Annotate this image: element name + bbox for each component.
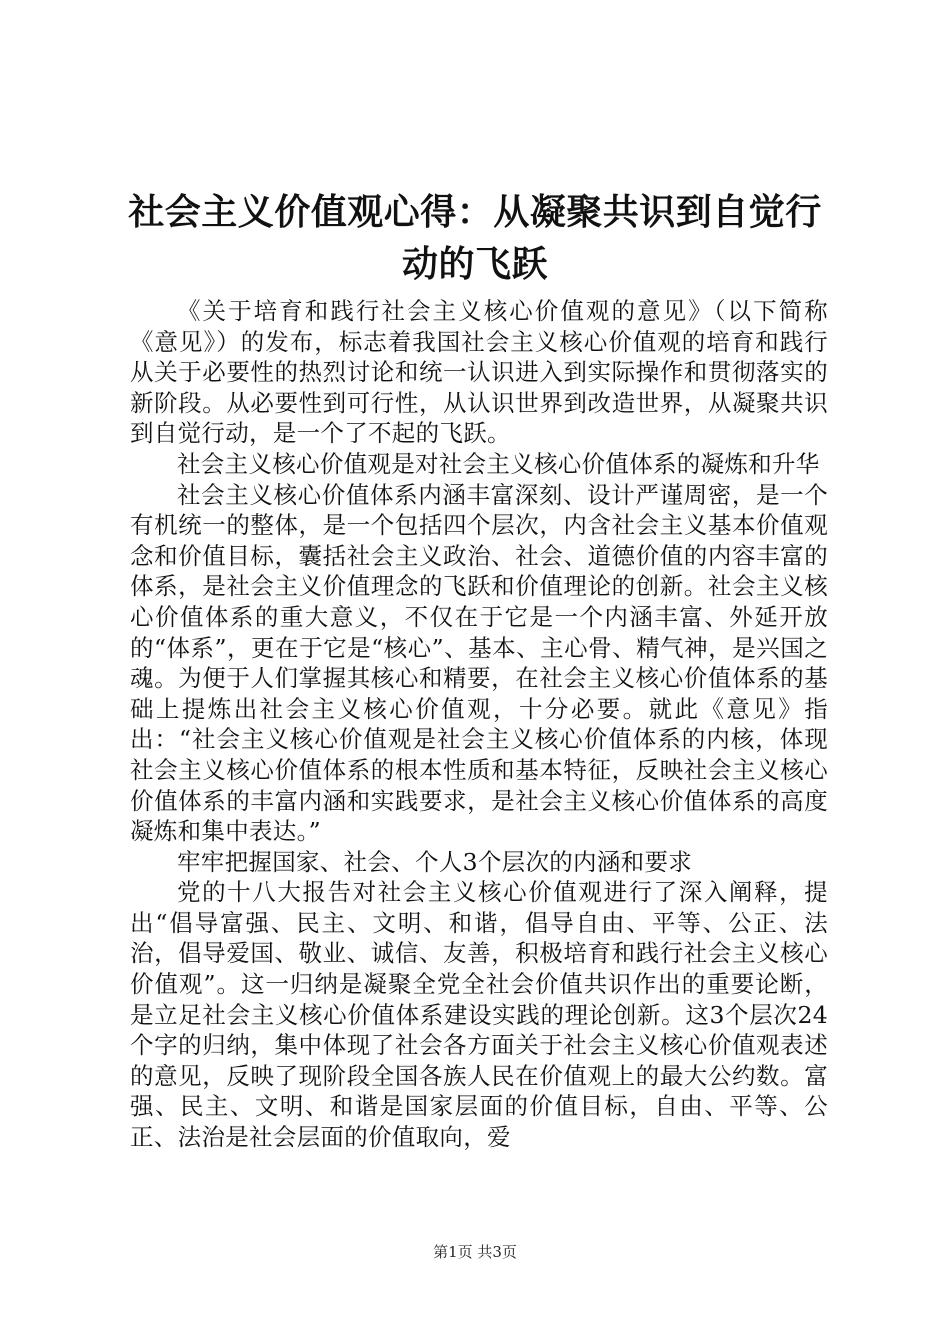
section-heading-1: 社会主义核心价值观是对社会主义核心价值体系的凝炼和升华 (177, 449, 820, 478)
section-heading-2: 牢牢把握国家、社会、个人3个层次的内涵和要求 (177, 847, 693, 876)
page-footer: 第1页 共3页 (433, 1243, 517, 1261)
document-title: 社会主义价值观心得：从凝聚共识到自觉行动的飞跃 (128, 191, 822, 285)
paragraph-three-levels: 党的十八大报告对社会主义核心价值观进行了深入阐释，提出“倡导富强、民主、文明、和谐，倡导自由、平等、公正、法治，倡导爱国、敬业、诚信、友善，积极培育和践行社会主义核心价值观”。这一归纳是凝聚全党全社会价值共识作出的重要论断，是立足社会主义核心价值体系建设实践的理论创新。这3个层次24个字的归纳，集中体现了社会各方面关于社会主义核心价值观表述的意见，反映了现阶段全国各族人民在价值观上的最大公约数。富强、民主、文明、和谐是国家层面的价值目标，自由、平等、公正、法治是社会层面的价值取向，爱 (130, 878, 828, 1152)
document-body (130, 296, 828, 1153)
paragraph-core-value-system: 社会主义核心价值体系内涵丰富深刻、设计严谨周密，是一个有机统一的整体，是一个包括四个层次，内含社会主义基本价值观念和价值目标，囊括社会主义政治、社会、道德价值的内容丰富的体系，是社会主义价值理念的飞跃和价值理论的创新。社会主义核心价值体系的重大意义，不仅在于它是一个内涵丰富、外延开放的“体系”，更在于它是“核心”、基本、主心骨、精气神，是兴国之魂。为便于人们掌握其核心和精要，在社会主义核心价值体系的基础上提炼出社会主义核心价值观，十分必要。就此《意见》指出：“社会主义核心价值观是社会主义核心价值体系的内核，体现社会主义核心价值体系的根本性质和基本特征，反映社会主义核心价值体系的丰富内涵和实践要求，是社会主义核心价值体系的高度凝炼和集中表达。” (130, 480, 828, 846)
paragraph-intro: 《关于培育和践行社会主义核心价值观的意见》（以下简称《意见》）的发布，标志着我国社会主义核心价值观的培育和践行从关于必要性的热烈讨论和统一认识进入到实际操作和贯彻落实的新阶段。从必要性到可行性，从认识世界到改造世界，从凝聚共识到自觉行动，是一个了不起的飞跃。 (130, 297, 828, 448)
